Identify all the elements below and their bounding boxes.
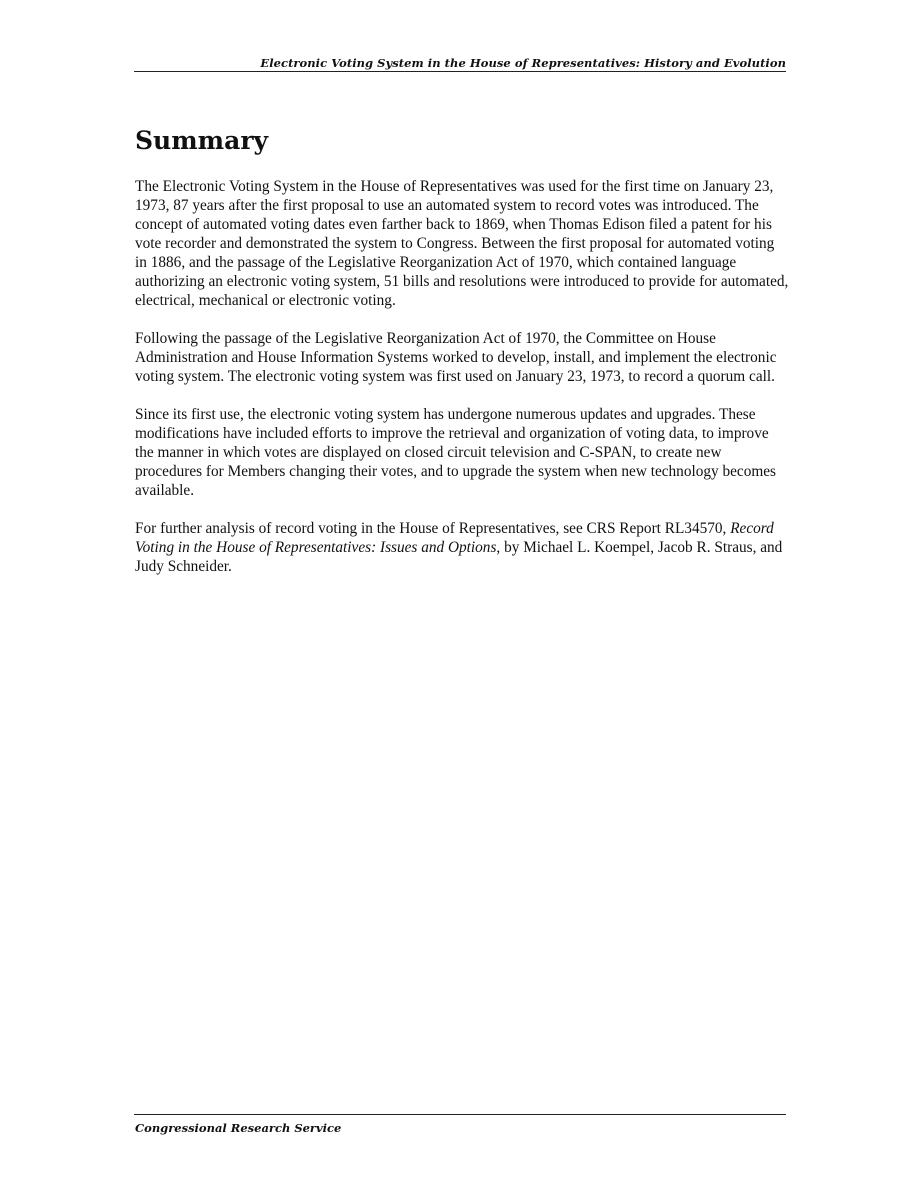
reference-paragraph (135, 519, 789, 576)
header-divider (134, 71, 786, 72)
reference-authors: , by Michael L. Koempel, Jacob R. Straus, and Judy Schneider. (135, 539, 783, 575)
summary-paragraph-1: The Electronic Voting System in the House of Representatives was used for the first time on January 23, 1973, 87 years after the first proposal to use an automated system to record votes was introduced. The concept of automated voting dates even farther back to 1869, when Thomas Edison filed a patent for his vote recorder and demonstrated the system to Congress. Between the first proposal for automated voting in 1886, and the passage of the Legislative Reorganization Act of 1970, which contained language authorizing an electronic voting system, 51 bills and resolutions were introduced to provide for automated, electrical, mechanical or electronic voting. (135, 178, 789, 309)
running-header-title: Electronic Voting System in the House of Representatives: History and Evolution (260, 56, 786, 70)
footer-divider (134, 1114, 786, 1115)
reference-report-title: Record Voting in the House of Representatives: Issues and Options (135, 520, 774, 556)
summary-body (135, 177, 789, 595)
summary-paragraph-2: Following the passage of the Legislative Reorganization Act of 1970, the Committee on House Administration and House Information Systems worked to develop, install, and implement the electronic voting system. The electronic voting system was first used on January 23, 1973, to record a quorum call. (135, 330, 777, 385)
page-title: Summary (135, 126, 269, 155)
reference-intro: For further analysis of record voting in the House of Representatives, see CRS Report RL34570, (135, 520, 731, 537)
footer-publisher: Congressional Research Service (135, 1121, 342, 1135)
summary-paragraph-3: Since its first use, the electronic voting system has undergone numerous updates and upgrades. These modifications have included efforts to improve the retrieval and organization of voting data, to improve the manner in which votes are displayed on closed circuit television and C-SPAN, to create new procedures for Members changing their votes, and to upgrade the system when new technology becomes available. (135, 406, 777, 499)
